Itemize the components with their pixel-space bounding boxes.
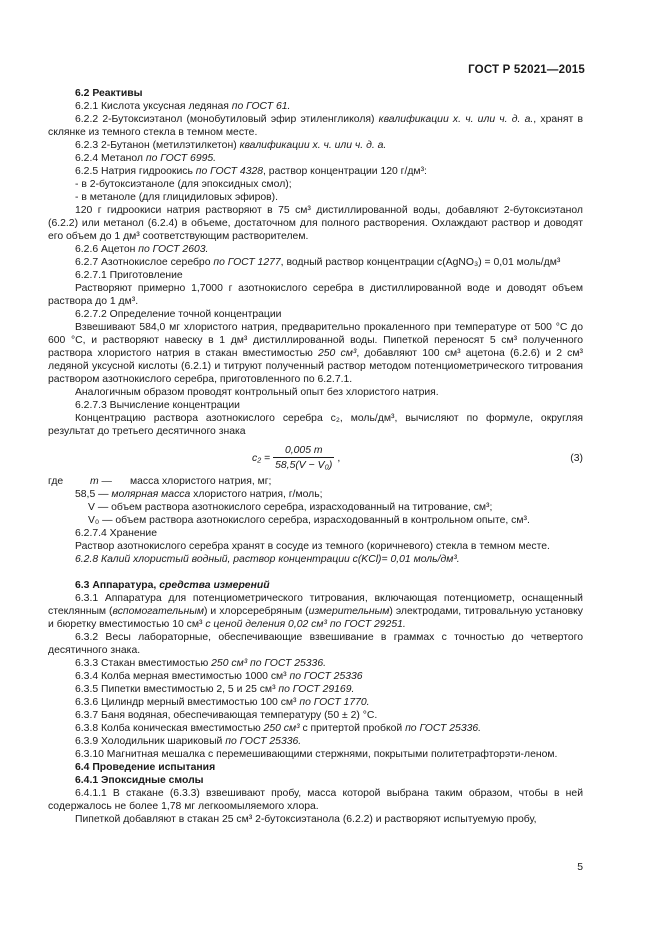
formula-expression bbox=[252, 444, 340, 472]
para-6-2-5-item-1: - в 2-бутоксиэтаноле (для эпоксидных смол); bbox=[75, 179, 292, 190]
page-number: 5 bbox=[577, 862, 583, 873]
para-6-2-7-2-text: Взвешивают 584,0 мг хлористого натрия, предварительно прокаленного при температуре от 500 °С до 600 °С, и растворяют навеску в 1 дм³ дистиллированной воды. Пипеткой переносят 5 см³ полученного раствора хлористого натрия в стакан вместимостью 250 см³, добавляют 100 см³ ацетона (6.2.6) и 2 см³ ледяной уксусной кислоты (6.2.1) и титруют полученный раствор методом потенциометрического титрования раствором азотнокислого серебра, приготовленного по 6.2.7.1. bbox=[48, 322, 583, 385]
para-6-3-4: 6.3.4 Колба мерная вместимостью 1000 см³ по ГОСТ 25336 bbox=[75, 671, 363, 682]
where-v0: V₀ — объем раствора азотнокислого серебра, израсходованный в контрольном опыте, см³. bbox=[88, 515, 530, 526]
para-6-2-8: 6.2.8 Калий хлористый водный, раствор концентрации c(KCl)= 0,01 моль/дм³. bbox=[75, 554, 460, 565]
para-6-2-5-prep: 120 г гидроокиси натрия растворяют в 75 см³ дистиллированной воды, добавляют 2-бутоксиэтанол (6.2.2) или метанол (6.2.4) в объеме, достаточном для полного растворения. Охлаждают раствор и доводят его объем до 1 дм³ соответствующим растворителем. bbox=[48, 205, 583, 242]
where-m-row bbox=[48, 475, 583, 488]
para-6-2-7-3-text: Концентрацию раствора азотнокислого серебра c₂, моль/дм³, вычисляют по формуле, округляя результат до третьего десятичного знака bbox=[48, 413, 583, 437]
para-6-2-4: 6.2.4 Метанол по ГОСТ 6995. bbox=[75, 153, 217, 164]
para-6-2-5: 6.2.5 Натрия гидроокись по ГОСТ 4328, раствор концентрации 120 г/дм³: bbox=[75, 166, 427, 177]
where-58-5: 58,5 — молярная масса хлористого натрия, г/моль; bbox=[75, 489, 323, 500]
formula-lhs: c₂ = bbox=[252, 452, 271, 464]
standard-code-header: ГОСТ Р 52021—2015 bbox=[468, 64, 585, 76]
formula-numerator: 0,005 m bbox=[284, 445, 323, 456]
section-6-2-heading: 6.2 Реактивы bbox=[75, 88, 143, 99]
para-6-2-5-item-2: - в метаноле (для глицидиловых эфиров). bbox=[75, 192, 279, 203]
para-6-2-7-4: 6.2.7.4 Хранение bbox=[75, 528, 157, 539]
para-6-2-7: 6.2.7 Азотнокислое серебро по ГОСТ 1277, водный раствор концентрации c(AgNO₃) = 0,01 моль/дм³ bbox=[75, 257, 561, 268]
para-6-3-5: 6.3.5 Пипетки вместимостью 2, 5 и 25 см³ по ГОСТ 29169. bbox=[75, 684, 355, 695]
formula-3 bbox=[48, 440, 583, 474]
section-6-3-heading: 6.3 Аппаратура, средства измерений bbox=[75, 580, 270, 591]
para-6-3-8: 6.3.8 Колба коническая вместимостью 250 см³ с притертой пробкой по ГОСТ 25336. bbox=[75, 723, 482, 734]
para-6-2-7-2-control: Аналогичным образом проводят контрольный опыт без хлористого натрия. bbox=[75, 387, 439, 398]
where-v: V — объем раствора азотнокислого серебра, израсходованный на титрование, см³; bbox=[88, 502, 493, 513]
formula-number: (3) bbox=[570, 453, 583, 464]
para-6-3-6: 6.3.6 Цилиндр мерный вместимостью 100 см³ по ГОСТ 1770. bbox=[75, 697, 370, 708]
where-m-symbol: m — bbox=[90, 476, 112, 487]
para-6-3-9: 6.3.9 Холодильник шариковый по ГОСТ 25336. bbox=[75, 736, 302, 747]
document-body bbox=[48, 87, 583, 826]
para-6-2-3: 6.2.3 2-Бутанон (метилэтилкетон) квалификации х. ч. или ч. д. а. bbox=[75, 140, 387, 151]
para-6-3-3: 6.3.3 Стакан вместимостью 250 см³ по ГОСТ 25336. bbox=[75, 658, 326, 669]
formula-fraction bbox=[273, 444, 334, 472]
para-6-4-1-1-cont: Пипеткой добавляют в стакан 25 см³ 2-бутоксиэтанола (6.2.2) и растворяют испытуемую пробу, bbox=[75, 814, 537, 825]
formula-tail: , bbox=[337, 452, 341, 464]
para-6-4-1-1: 6.4.1.1 В стакане (6.3.3) взвешивают пробу, масса которой выбрана таким образом, чтобы в ней содержалось не более 1,78 мг легкоомыляемого хлора. bbox=[48, 788, 583, 812]
para-6-2-7-3: 6.2.7.3 Вычисление концентрации bbox=[75, 400, 240, 411]
para-6-3-7: 6.3.7 Баня водяная, обеспечивающая температуру (50 ± 2) °С. bbox=[75, 710, 378, 721]
para-6-2-7-4-text: Раствор азотнокислого серебра хранят в сосуде из темного (коричневого) стекла в темном месте. bbox=[75, 541, 550, 552]
where-m-text: масса хлористого натрия, мг; bbox=[130, 476, 272, 487]
para-6-3-2: 6.3.2 Весы лабораторные, обеспечивающие взвешивание в граммах с точностью до четвертого десятичного знака. bbox=[48, 632, 583, 656]
section-6-4-heading: 6.4 Проведение испытания bbox=[75, 762, 216, 773]
section-6-4-1-heading: 6.4.1 Эпоксидные смолы bbox=[75, 775, 204, 786]
para-6-2-7-1: 6.2.7.1 Приготовление bbox=[75, 270, 183, 281]
para-6-3-10: 6.3.10 Магнитная мешалка с перемешивающими стержнями, покрытыми политетрафторэти-леном. bbox=[75, 749, 558, 760]
para-6-2-1: 6.2.1 Кислота уксусная ледяная по ГОСТ 61. bbox=[75, 101, 291, 112]
para-6-2-7-1-text: Растворяют примерно 1,7000 г азотнокислого серебра в дистиллированной воде и доводят объем раствора до 1 дм³. bbox=[48, 283, 583, 307]
para-6-3-1: 6.3.1 Аппаратура для потенциометрического титрования, включающая потенциометр, оснащенный стеклянным (вспомогательным) и хлорсеребряным (измерительным) электродами, титровальную установку и бюретку вместимостью 10 см³ с ценой деления 0,02 см³ по ГОСТ 29251. bbox=[48, 593, 583, 630]
para-6-2-6: 6.2.6 Ацетон по ГОСТ 2603. bbox=[75, 244, 209, 255]
where-label: где bbox=[48, 476, 64, 487]
para-6-2-2: 6.2.2 2-Бутоксиэтанол (монобутиловый эфир этиленгликоля) квалификации х. ч. или ч. д. а., хранят в склянке из темного стекла в темном месте. bbox=[48, 114, 583, 138]
formula-denominator: 58,5(V − V₀) bbox=[273, 457, 334, 472]
para-6-2-7-2: 6.2.7.2 Определение точной концентрации bbox=[75, 309, 282, 320]
